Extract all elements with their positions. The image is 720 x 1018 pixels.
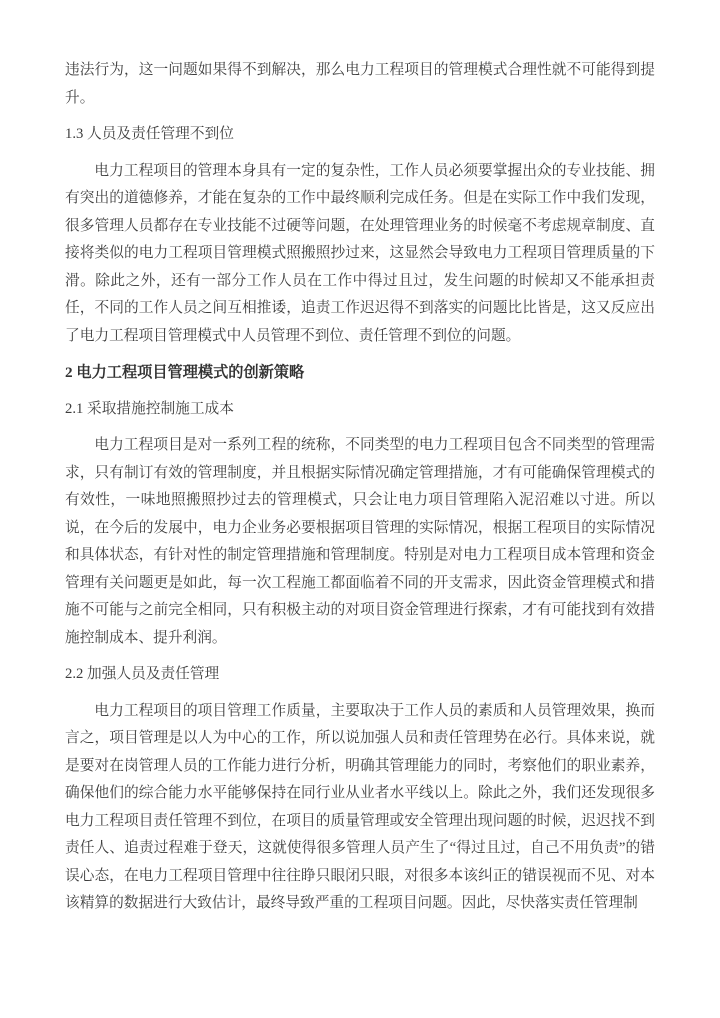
document-body <box>65 57 655 927</box>
section-heading-2-1: 2.1 采取措施控制施工成本 <box>65 400 234 417</box>
body-paragraph-cost-control: 电力工程项目是对一系列工程的统称，不同类型的电力工程项目包含不同类型的管理需求，只有制订有效的管理制度，并且根据实际情况确定管理措施，才有可能确保管理模式的有效性，一味地照搬照抄过去的管理模式，只会让电力项目管理陷入泥沼难以寸进。所以说，在今后的发展中，电力企业务必要根据项目管理的实际情况，根据工程项目的实际情况和具体状态，有针对性的制定管理措施和管理制度。特别是对电力工程项目成本管理和资金管理有关问题更是如此，每一次工程施工都面临着不同的开支需求，因此资金管理模式和措施不可能与之前完全相同，只有积极主动的对项目资金管理进行探索，才有可能找到有效措施控制成本、提升利润。 <box>65 437 655 646</box>
chapter-heading-2: 2 电力工程项目管理模式的创新策略 <box>65 364 305 381</box>
section-heading-2-2: 2.2 加强人员及责任管理 <box>65 666 220 682</box>
body-paragraph-personnel-problems: 电力工程项目的管理本身具有一定的复杂性，工作人员必须要掌握出众的专业技能、拥有突出的道德修养，才能在复杂的工作中最终顺利完成任务。但是在实际工作中我们发现，很多管理人员都存在专业技能不过硬等问题，在处理管理业务的时候毫不考虑规章制度、直接将类似的电力工程项目管理模式照搬照抄过来，这显然会导致电力工程项目管理质量的下滑。除此之外，还有一部分工作人员在工作中得过且过，发生问题的时候却又不能承担责任，不同的工作人员之间互相推诿，追责工作迟迟得不到落实的问题比比皆是，这又反应出了电力工程项目管理模式中人员管理不到位、责任管理不到位的问题。 <box>65 162 655 344</box>
paragraph-continuation-violation: 违法行为，这一问题如果得不到解决，那么电力工程项目的管理模式合理性就不可能得到提升。 <box>65 62 655 106</box>
body-paragraph-responsibility-management: 电力工程项目的项目管理工作质量，主要取决于工作人员的素质和人员管理效果，换而言之，项目管理是以人为中心的工作，所以说加强人员和责任管理势在必行。具体来说，就是要对在岗管理人员的工作能力进行分析，明确其管理能力的同时，考察他们的职业素养，确保他们的综合能力水平能够保持在同行业从业者水平线以上。除此之外，我们还发现很多电力工程项目责任管理不到位，在项目的质量管理或安全管理出现问题的时候，迟迟找不到责任人、追责过程难于登天，这就使得很多管理人员产生了“得过且过，自己不用负责”的错误心态，在电力工程项目管理中往往睁只眼闭只眼，对很多本该纠正的错误视而不见、对本该精算的数据进行大致估计，最终导致严重的工程项目问题。因此，尽快落实责任管理制 <box>65 702 655 911</box>
section-heading-1-3: 1.3 人员及责任管理不到位 <box>65 126 234 142</box>
